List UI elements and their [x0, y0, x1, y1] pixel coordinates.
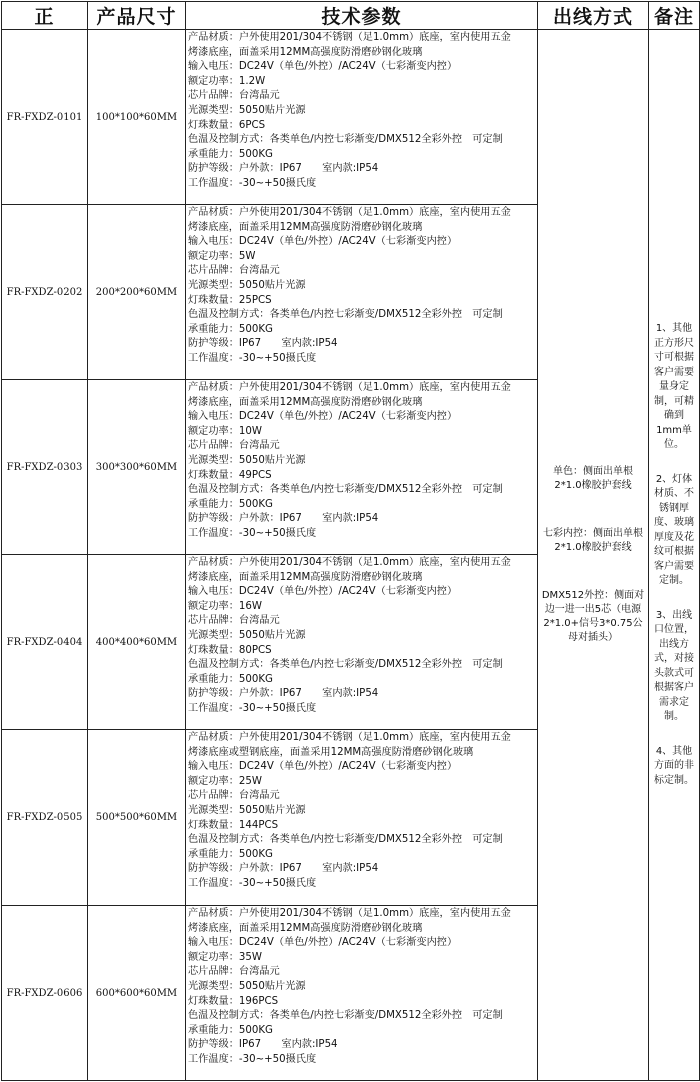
spec-line: 产品材质：户外使用201/304不锈钢（足1.0mm）底座，室内使用五金 [188, 32, 511, 43]
spec-line: 额定功率：16W [188, 600, 262, 612]
spec-line: 额定功率：10W [188, 425, 262, 437]
spec-line: 产品材质：户外使用201/304不锈钢（足1.0mm）底座，室内使用五金 [188, 557, 511, 568]
spec-line: 色温及控制方式：各类单色/内控七彩渐变/DMX512全彩外控 可定制 [188, 1010, 503, 1022]
size-cell: 100*100*60MM [88, 30, 186, 205]
spec-line: 光源类型：5050贴片光源 [188, 454, 306, 466]
spec-line: 额定功率：35W [188, 951, 262, 963]
model-cell: FR-FXDZ-0303 [2, 380, 88, 555]
spec-line: 产品材质：户外使用201/304不锈钢（足1.0mm）底座，室内使用五金 [188, 207, 511, 218]
spec-line: 灯珠数量：25PCS [188, 294, 272, 306]
spec-line: 烤漆底座，面盖采用12MM高强度防滑磨砂钢化玻璃 [188, 396, 423, 408]
model-cell: FR-FXDZ-0606 [2, 906, 88, 1081]
spec-line: 光源类型：5050贴片光源 [188, 629, 306, 641]
header-model: 正 [2, 2, 88, 30]
spec-line: 烤漆底座，面盖采用12MM高强度防滑磨砂钢化玻璃 [188, 922, 423, 934]
spec-line: 输入电压：DC24V（单色/外控）/AC24V（七彩渐变内控） [188, 586, 458, 598]
spec-line: 色温及控制方式：各类单色/内控七彩渐变/DMX512全彩外控 可定制 [188, 659, 503, 671]
spec-line: 色温及控制方式：各类单色/内控七彩渐变/DMX512全彩外控 可定制 [188, 834, 503, 846]
spec-line: 承重能力：500KG [188, 1024, 273, 1036]
spec-line: 烤漆底座，面盖采用12MM高强度防滑磨砂钢化玻璃 [188, 571, 423, 583]
spec-line: 工作温度：-30~+50摄氏度 [188, 527, 317, 539]
header-row [2, 2, 700, 30]
note-item: 4、其他方面的非标定制。 [654, 745, 694, 786]
spec-line: 灯珠数量：144PCS [188, 819, 279, 831]
spec-line: 烤漆底座，面盖采用12MM高强度防滑磨砂钢化玻璃 [188, 221, 423, 233]
size-cell: 400*400*60MM [88, 555, 186, 730]
header-size: 产品尺寸 [88, 2, 186, 30]
spec-cell [186, 205, 538, 380]
spec-line: 色温及控制方式：各类单色/内控七彩渐变/DMX512全彩外控 可定制 [188, 309, 503, 321]
outlet-cell [538, 30, 649, 1081]
header-notes: 备注 [649, 2, 700, 30]
spec-line: 输入电压：DC24V（单色/外控）/AC24V（七彩渐变内控） [188, 61, 458, 73]
spec-line: 芯片品牌：台湾晶元 [188, 966, 280, 978]
spec-line: 芯片品牌：台湾晶元 [188, 790, 280, 802]
spec-line: 防护等级：IP67 室内款:IP54 [188, 1039, 338, 1051]
spec-line: 色温及控制方式：各类单色/内控七彩渐变/DMX512全彩外控 可定制 [188, 484, 503, 496]
spec-line: 防护等级：户外款：IP67 室内款:IP54 [188, 163, 379, 175]
spec-line: 防护等级：户外款：IP67 室内款:IP54 [188, 863, 379, 875]
spec-line: 输入电压：DC24V（单色/外控）/AC24V（七彩渐变内控） [188, 236, 458, 248]
spec-line: 工作温度：-30~+50摄氏度 [188, 877, 317, 889]
note-item: 3、出线口位置，出线方式，对接头款式可根据客户需求定制。 [654, 609, 694, 722]
spec-line: 防护等级：户外款：IP67 室内款:IP54 [188, 513, 379, 525]
spec-cell [186, 906, 538, 1081]
spec-line: 额定功率：5W [188, 250, 256, 262]
outlet-item: 七彩内控：侧面出单根2*1.0橡胶护套线 [543, 528, 643, 553]
spec-line: 产品材质：户外使用201/304不锈钢（足1.0mm）底座，室内使用五金 [188, 382, 511, 393]
notes-cell [649, 30, 700, 1081]
spec-cell [186, 730, 538, 906]
spec-line: 输入电压：DC24V（单色/外控）/AC24V（七彩渐变内控） [188, 937, 458, 949]
spec-line: 承重能力：500KG [188, 148, 273, 160]
model-cell: FR-FXDZ-0101 [2, 30, 88, 205]
spec-line: 光源类型：5050贴片光源 [188, 804, 306, 816]
model-cell: FR-FXDZ-0404 [2, 555, 88, 730]
size-cell: 500*500*60MM [88, 730, 186, 906]
spec-line: 产品材质：户外使用201/304不锈钢（足1.0mm）底座，室内使用五金 [188, 732, 511, 743]
spec-line: 光源类型：5050贴片光源 [188, 980, 306, 992]
model-cell: FR-FXDZ-0202 [2, 205, 88, 380]
spec-line: 承重能力：500KG [188, 848, 273, 860]
spec-line: 额定功率：1.2W [188, 75, 266, 87]
size-cell: 300*300*60MM [88, 380, 186, 555]
outlet-item: DMX512外控：侧面对边一进一出5芯（电源2*1.0+信号3*0.75公母对插头） [541, 590, 645, 643]
spec-line: 输入电压：DC24V（单色/外控）/AC24V（七彩渐变内控） [188, 411, 458, 423]
spec-table [1, 1, 700, 1081]
spec-line: 承重能力：500KG [188, 673, 273, 685]
spec-line: 工作温度：-30~+50摄氏度 [188, 352, 317, 364]
spec-line: 工作温度：-30~+50摄氏度 [188, 177, 317, 189]
note-item: 2、灯体材质、不锈钢厚度、玻璃厚度及花纹可根据客户需要定制。 [654, 473, 694, 586]
spec-line: 额定功率：25W [188, 775, 262, 787]
header-outlet: 出线方式 [538, 2, 649, 30]
spec-line: 灯珠数量：49PCS [188, 469, 272, 481]
spec-line: 灯珠数量：6PCS [188, 119, 266, 131]
spec-line: 芯片品牌：台湾晶元 [188, 440, 280, 452]
spec-cell [186, 30, 538, 205]
spec-line: 灯珠数量：80PCS [188, 644, 272, 656]
spec-line: 承重能力：500KG [188, 323, 273, 335]
spec-line: 芯片品牌：台湾晶元 [188, 265, 280, 277]
spec-line: 防护等级：户外款：IP67 室内款:IP54 [188, 688, 379, 700]
outlet-item: 单色：侧面出单根2*1.0橡胶护套线 [553, 466, 633, 491]
table-row [2, 30, 700, 205]
spec-line: 芯片品牌：台湾晶元 [188, 90, 280, 102]
spec-line: 承重能力：500KG [188, 498, 273, 510]
spec-line: 光源类型：5050贴片光源 [188, 279, 306, 291]
header-spec: 技术参数 [186, 2, 538, 30]
spec-cell [186, 555, 538, 730]
spec-line: 烤漆底座，面盖采用12MM高强度防滑磨砂钢化玻璃 [188, 46, 423, 58]
spec-line: 光源类型：5050贴片光源 [188, 104, 306, 116]
spec-line: 产品材质：户外使用201/304不锈钢（足1.0mm）底座，室内使用五金 [188, 908, 511, 919]
spec-line: 输入电压：DC24V（单色/外控）/AC24V（七彩渐变内控） [188, 761, 458, 773]
spec-line: 工作温度：-30~+50摄氏度 [188, 702, 317, 714]
spec-line: 工作温度：-30~+50摄氏度 [188, 1053, 317, 1065]
note-item: 1、其他正方形尺寸可根据客户需要量身定制，可精确到1mm单位。 [654, 323, 694, 450]
size-cell: 600*600*60MM [88, 906, 186, 1081]
spec-line: 烤漆底座或塑钢底座，面盖采用12MM高强度防滑磨砂钢化玻璃 [188, 746, 474, 758]
spec-line: 灯珠数量：196PCS [188, 995, 279, 1007]
spec-cell [186, 380, 538, 555]
spec-line: 芯片品牌：台湾晶元 [188, 615, 280, 627]
spec-line: 防护等级：IP67 室内款:IP54 [188, 338, 338, 350]
spec-line: 色温及控制方式：各类单色/内控七彩渐变/DMX512全彩外控 可定制 [188, 134, 503, 146]
model-cell: FR-FXDZ-0505 [2, 730, 88, 906]
size-cell: 200*200*60MM [88, 205, 186, 380]
